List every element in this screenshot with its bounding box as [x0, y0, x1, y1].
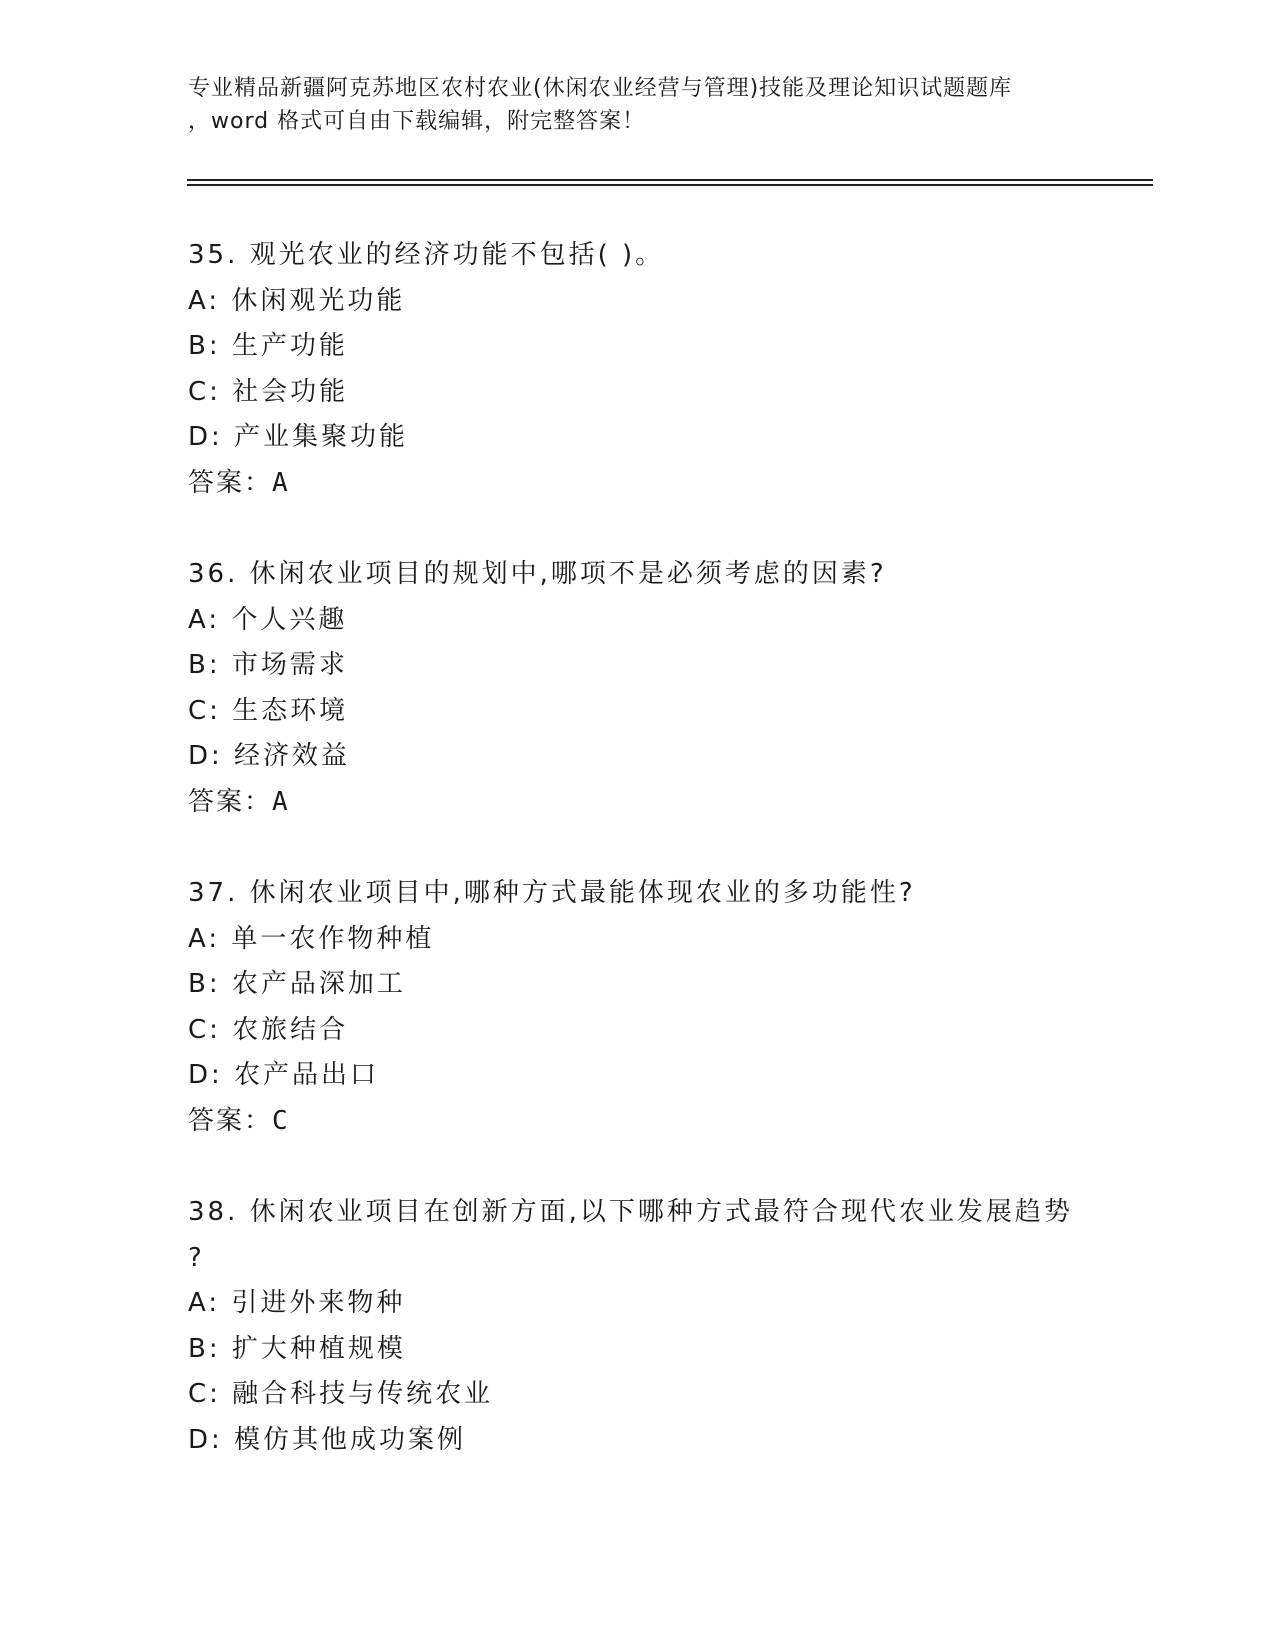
option-b: B: 生产功能 [188, 331, 348, 361]
answer: 答案：C [188, 1105, 290, 1136]
option-b: B: 市场需求 [188, 650, 348, 680]
option-a: A: 单一农作物种植 [188, 923, 435, 954]
question-38 [188, 1190, 1088, 1463]
option-d: D: 农产品出口 [188, 1060, 380, 1090]
header-divider-top [187, 179, 1153, 181]
question-stem: 38. 休闲农业项目在创新方面,以下哪种方式最符合现代农业发展趋势 [188, 1197, 1073, 1227]
answer: 答案：A [188, 786, 290, 817]
option-d: D: 产业集聚功能 [188, 422, 409, 452]
question-36 [188, 552, 1088, 825]
question-35 [188, 233, 1088, 506]
question-stem-continuation: ? [188, 1242, 205, 1273]
answer: 答案：A [188, 467, 290, 498]
question-stem: 35. 观光农业的经济功能不包括( )。 [188, 240, 665, 270]
document-header [188, 72, 1088, 138]
option-a: A: 休闲观光功能 [188, 285, 406, 316]
option-a: A: 引进外来物种 [188, 1288, 406, 1318]
header-title: 专业精品新疆阿克苏地区农村农业(休闲农业经营与管理)技能及理论知识试题题库 [188, 76, 1013, 101]
option-c: C: 生态环境 [188, 695, 349, 726]
option-c: C: 农旅结合 [188, 1014, 349, 1045]
question-37 [188, 871, 1088, 1144]
option-b: B: 农产品深加工 [188, 969, 406, 999]
question-stem: 37. 休闲农业项目中,哪种方式最能体现农业的多功能性? [188, 878, 916, 908]
option-c: C: 融合科技与传统农业 [188, 1379, 494, 1409]
option-c: C: 社会功能 [188, 376, 349, 407]
question-stem: 36. 休闲农业项目的规划中,哪项不是必须考虑的因素? [188, 559, 887, 589]
option-d: D: 经济效益 [188, 741, 351, 771]
option-b: B: 扩大种植规模 [188, 1333, 406, 1364]
option-d: D: 模仿其他成功案例 [188, 1424, 467, 1455]
header-subtitle: ，word 格式可自由下载编辑，附完整答案！ [188, 109, 646, 134]
option-a: A: 个人兴趣 [188, 604, 348, 635]
header-divider-bottom [187, 184, 1153, 186]
